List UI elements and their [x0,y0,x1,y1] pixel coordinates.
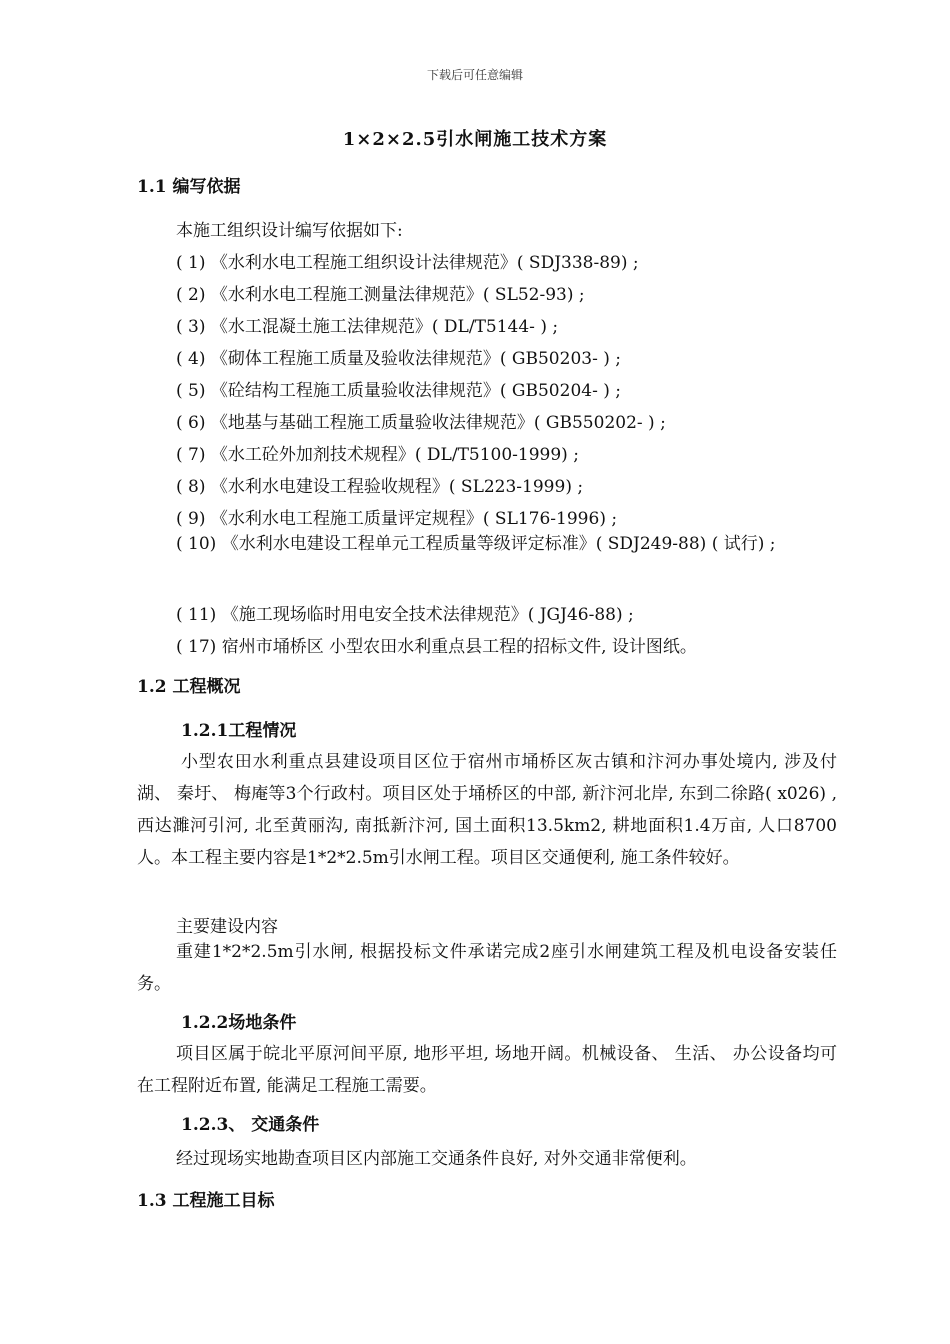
paragraph-traffic-conditions: 经过现场实地勘查项目区内部施工交通条件良好, 对外交通非常便利。 [176,1149,697,1169]
section-heading-1-1: 1.1 编写依据 [137,177,241,197]
paragraph-main-content-label: 主要建设内容 [176,917,278,937]
reference-item: ( 2) 《水利水电工程施工测量法律规范》( SL52-93) ; [176,285,585,305]
reference-item: ( 1) 《水利水电工程施工组织设计法律规范》( SDJ338-89) ; [176,253,639,273]
subsection-heading-1-2-2: 1.2.2场地条件 [181,1013,297,1033]
subsection-heading-1-2-1: 1.2.1工程情况 [181,721,297,741]
document-title: 1×2×2.5引水闸施工技术方案 [342,129,608,150]
reference-item: ( 11) 《施工现场临时用电安全技术法律规范》( JGJ46-88) ; [176,605,634,625]
reference-item: ( 8) 《水利水电建设工程验收规程》( SL223-1999) ; [176,477,584,497]
reference-item: ( 7) 《水工砼外加剂技术规程》( DL/T5100-1999) ; [176,445,579,465]
paragraph-site-conditions: 项目区属于皖北平原河间平原, 地形平坦, 场地开阔。机械设备、 生活、 办公设备均可在工程附近布置, 能满足工程施工需要。 [137,1044,837,1096]
section-heading-1-2: 1.2 工程概况 [137,677,241,697]
reference-item: ( 6) 《地基与基础工程施工质量验收法律规范》( GB550202- ) ; [176,413,666,433]
reference-item: ( 10) 《水利水电建设工程单元工程质量等级评定标准》( SDJ249-88) ( 试行) ; [176,534,776,554]
subsection-heading-1-2-3: 1.2.3、 交通条件 [181,1115,320,1135]
page-header-note: 下载后可任意编辑 [426,68,523,82]
reference-item: ( 9) 《水利水电工程施工质量评定规程》( SL176-1996) ; [176,509,618,529]
reference-item: ( 4) 《砌体工程施工质量及验收法律规范》( GB50203- ) ; [176,349,621,369]
section-heading-1-3: 1.3 工程施工目标 [137,1191,275,1211]
reference-item: ( 17) 宿州市埇桥区 小型农田水利重点县工程的招标文件, 设计图纸。 [176,637,697,657]
paragraph-project-overview: 小型农田水利重点县建设项目区位于宿州市埇桥区灰古镇和汴河办事处境内, 涉及付湖、 秦圩、 梅庵等3个行政村。项目区处于埇桥区的中部, 新汴河北岸, 东到二徐路( x026) , 西达濉河引河, 北至黄丽沟, 南抵新汴河, 国土面积13.5km2, 耕地面积1.4万亩, 人口8700人。本工程主要内容是1*2*2.5m引水闸工程。项目区交通便利, 施工条件较好。 [137,752,837,868]
section-intro: 本施工组织设计编写依据如下: [176,221,403,241]
reference-item: ( 3) 《水工混凝土施工法律规范》( DL/T5144- ) ; [176,317,559,337]
paragraph-main-content: 重建1*2*2.5m引水闸, 根据投标文件承诺完成2座引水闸建筑工程及机电设备安装任务。 [137,942,837,994]
reference-item: ( 5) 《砼结构工程施工质量验收法律规范》( GB50204- ) ; [176,381,621,401]
